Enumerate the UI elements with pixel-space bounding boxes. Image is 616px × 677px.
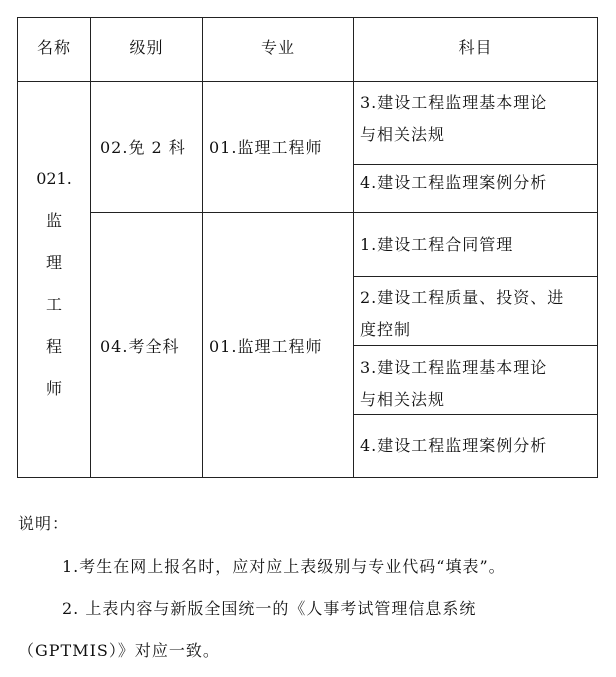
subject-line: 4.建设工程监理案例分析 (360, 436, 548, 455)
subject-line: 与相关法规 (360, 390, 446, 409)
header-level: 级别 (129, 38, 164, 57)
header-name: 名称 (36, 38, 71, 57)
name-char: 监 (45, 211, 62, 230)
subject-row-divider (353, 276, 597, 277)
note-item: （GPTMIS）》对应一致。 (18, 641, 220, 660)
table-border-top (17, 17, 597, 18)
table-border-right (597, 17, 598, 478)
group-major: 01.监理工程师 (209, 138, 323, 157)
subject-line: 3.建设工程监理基本理论 (360, 93, 548, 112)
subject-row-divider (353, 164, 597, 165)
subject-line: 与相关法规 (360, 125, 446, 144)
column-divider (202, 17, 203, 478)
table-border-bottom (17, 477, 597, 478)
header-subject: 科目 (458, 38, 493, 57)
group-level: 02.免 2 科 (100, 138, 186, 157)
header-divider (17, 81, 597, 82)
subject-line: 1.建设工程合同管理 (360, 235, 514, 254)
note-item: 2. 上表内容与新版全国统一的《人事考试管理信息系统 (62, 599, 477, 618)
name-char: 程 (45, 337, 62, 356)
subject-line: 3.建设工程监理基本理论 (360, 358, 548, 377)
group-divider (90, 212, 597, 213)
notes-heading: 说明： (18, 514, 70, 533)
subject-line: 度控制 (360, 320, 412, 339)
name-code: 021. (36, 169, 72, 188)
group-level: 04.考全科 (100, 337, 180, 356)
header-major: 专业 (260, 38, 295, 57)
column-divider (90, 17, 91, 478)
subject-line: 2.建设工程质量、投资、进 (360, 288, 565, 307)
name-char: 师 (45, 379, 62, 398)
name-cell (18, 158, 90, 410)
column-divider (353, 17, 354, 478)
note-item: 1.考生在网上报名时，应对应上表级别与专业代码“填表”。 (62, 557, 506, 576)
subject-line: 4.建设工程监理案例分析 (360, 173, 548, 192)
group-major: 01.监理工程师 (209, 337, 323, 356)
name-char: 工 (45, 295, 62, 314)
name-char: 理 (45, 253, 62, 272)
